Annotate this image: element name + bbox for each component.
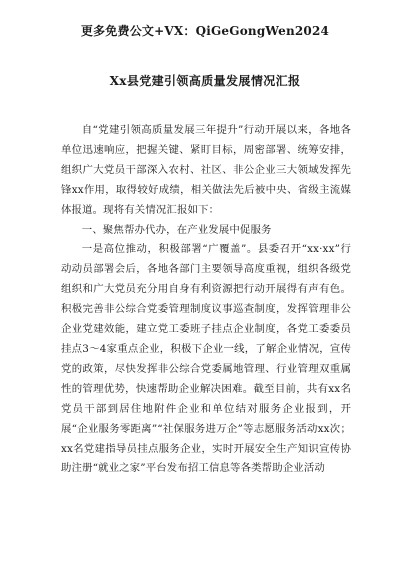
body-paragraph: 一是高位推动，积极部署“广覆盖”。县委召开“xx·xx”行动动员部署会后，各地各部门主要领导高度重视，组织各级党组织和广大党员充分用自身有利资源把行动开展得有声有色。积极完善非公综合党委管理制度议事巡查制度，发挥管理非公企业党建效能，建立党工委班子挂点企业制度，各党工委委员挂点3～4家重点企业，积极下企业一线，了解企业情况，宣传党的政策，尽快发挥非公综合党委属地管理、行业管理双重属性的管理优势，快速帮助企业解决困难。截至目前，共有xx名党员干部到居住地附件企业和单位结对服务企业报到，开展“企业服务零距离”“社保服务进万企”等志愿服务活动xx次；xx名党建指导员挂点服务企业，实时开展安全生产知识宣传协助注册“就业之家”平台发布招工信息等各类帮助企业活动 [61, 243, 351, 475]
document-title: Xx县党建引领高质量发展情况汇报 [109, 74, 301, 88]
promo-header: 更多免费公文+VX：QiGeGongWen2024 [80, 24, 330, 38]
intro-paragraph: 自“党建引领高质量发展三年提升”行动开展以来，各地各单位迅速响应，把握关键、紧盯目标，周密部署、统筹安排，组织广大党员干部深入农村、社区、非公企业三大领域发挥先锋xx作用，取得较好成绩，相关做法先后被中央、省级主流媒体报道。现将有关情况汇报如下： [61, 124, 351, 216]
section-heading: 一、聚焦帮办代办，在产业发展中促服务 [81, 223, 272, 236]
document-body [61, 121, 351, 479]
